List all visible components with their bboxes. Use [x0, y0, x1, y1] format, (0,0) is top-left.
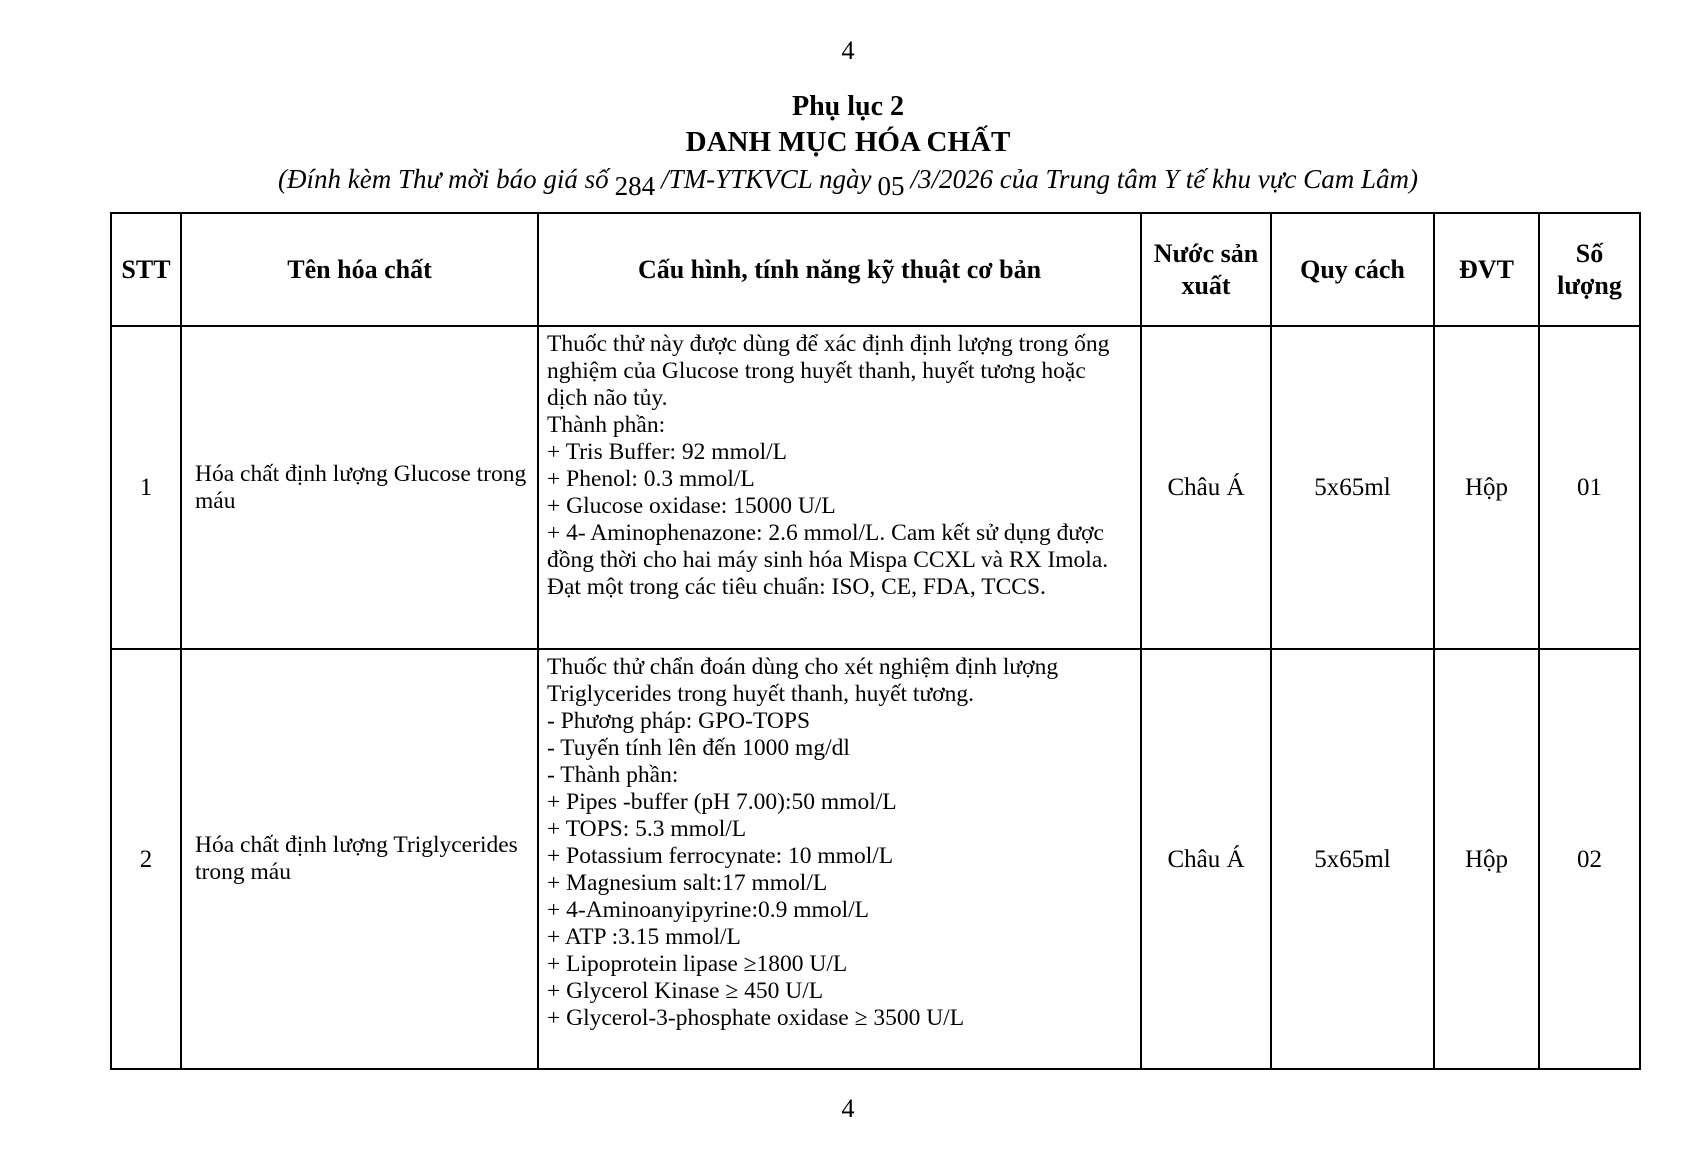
col-header-spec: Cấu hình, tính năng kỹ thuật cơ bản [538, 213, 1141, 326]
spec-line: + Glycerol Kinase ≥ 450 U/L [547, 978, 824, 1004]
cell-quantity: 01 [1539, 326, 1640, 649]
cell-stt: 1 [111, 326, 181, 649]
cell-unit: Hộp [1434, 326, 1539, 649]
cell-name: Hóa chất định lượng Triglycerides trong máu [181, 649, 538, 1069]
chemical-list-table [110, 212, 1641, 1070]
table-header-row [111, 213, 1640, 326]
spec-line: - Thành phần: [547, 762, 679, 788]
spec-line: + Glycerol-3-phosphate oxidase ≥ 3500 U/L [547, 1005, 965, 1031]
subtitle-doc-number: 284 [614, 171, 656, 201]
col-header-quantity: Số lượng [1539, 213, 1640, 326]
appendix-title: Phụ lục 2 [791, 91, 905, 122]
spec-line: + Pipes -buffer (pH 7.00):50 mmol/L [547, 789, 897, 815]
cell-country: Châu Á [1141, 326, 1271, 649]
spec-line: + Lipoprotein lipase ≥1800 U/L [547, 951, 848, 977]
cell-spec [538, 649, 1141, 1069]
page-number-bottom: 4 [841, 1094, 855, 1123]
table-row [111, 326, 1640, 649]
subtitle [0, 160, 1696, 201]
col-header-country: Nước sản xuất [1141, 213, 1271, 326]
subtitle-prefix: (Đính kèm Thư mời báo giá số [278, 164, 609, 194]
main-title: DANH MỤC HÓA CHẤT [685, 126, 1011, 158]
spec-line: Thành phần: [547, 412, 666, 438]
col-header-unit: ĐVT [1434, 213, 1539, 326]
subtitle-day: 05 [877, 171, 905, 201]
col-header-name: Tên hóa chất [181, 213, 538, 326]
cell-spec [538, 326, 1141, 649]
col-header-stt: STT [111, 213, 181, 326]
spec-line: + 4- Aminophenazone: 2.6 mmol/L. Cam kết sử dụng được đồng thời cho hai máy sinh hóa Mispa CCXL và RX Imola. Đạt một trong các tiêu chuẩn: ISO, CE, FDA, TCCS. [547, 520, 1109, 600]
spec-line: + Tris Buffer: 92 mmol/L [547, 439, 788, 465]
spec-line: - Tuyến tính lên đến 1000 mg/dl [547, 735, 850, 761]
subtitle-middle: /TM-YTKVCL ngày [661, 164, 872, 194]
col-header-packing: Quy cách [1271, 213, 1434, 326]
spec-line: + ATP :3.15 mmol/L [547, 924, 741, 950]
spec-line: Thuốc thử chẩn đoán dùng cho xét nghiệm định lượng Triglycerides trong huyết thanh, huyết tương. [547, 654, 1059, 707]
cell-country: Châu Á [1141, 649, 1271, 1069]
cell-unit: Hộp [1434, 649, 1539, 1069]
spec-line: + Potassium ferrocynate: 10 mmol/L [547, 843, 894, 869]
spec-line: - Phương pháp: GPO-TOPS [547, 708, 811, 734]
spec-line: + TOPS: 5.3 mmol/L [547, 816, 747, 842]
spec-line: + Magnesium salt:17 mmol/L [547, 870, 828, 896]
table-row [111, 649, 1640, 1069]
document-header [0, 90, 1696, 201]
subtitle-suffix: /3/2026 của Trung tâm Y tế khu vực Cam Lâm) [910, 164, 1418, 194]
spec-line: + Phenol: 0.3 mmol/L [547, 466, 755, 492]
spec-line: Thuốc thử này được dùng để xác định định lượng trong ống nghiệm của Glucose trong huyết thanh, huyết tương hoặc dịch não tủy. [547, 331, 1110, 411]
spec-line: + 4-Aminoanyipyrine:0.9 mmol/L [547, 897, 869, 923]
cell-stt: 2 [111, 649, 181, 1069]
cell-packing: 5x65ml [1271, 649, 1434, 1069]
cell-packing: 5x65ml [1271, 326, 1434, 649]
cell-name: Hóa chất định lượng Glucose trong máu [181, 326, 538, 649]
cell-quantity: 02 [1539, 649, 1640, 1069]
spec-line: + Glucose oxidase: 15000 U/L [547, 493, 836, 519]
page-number-top: 4 [841, 36, 855, 65]
